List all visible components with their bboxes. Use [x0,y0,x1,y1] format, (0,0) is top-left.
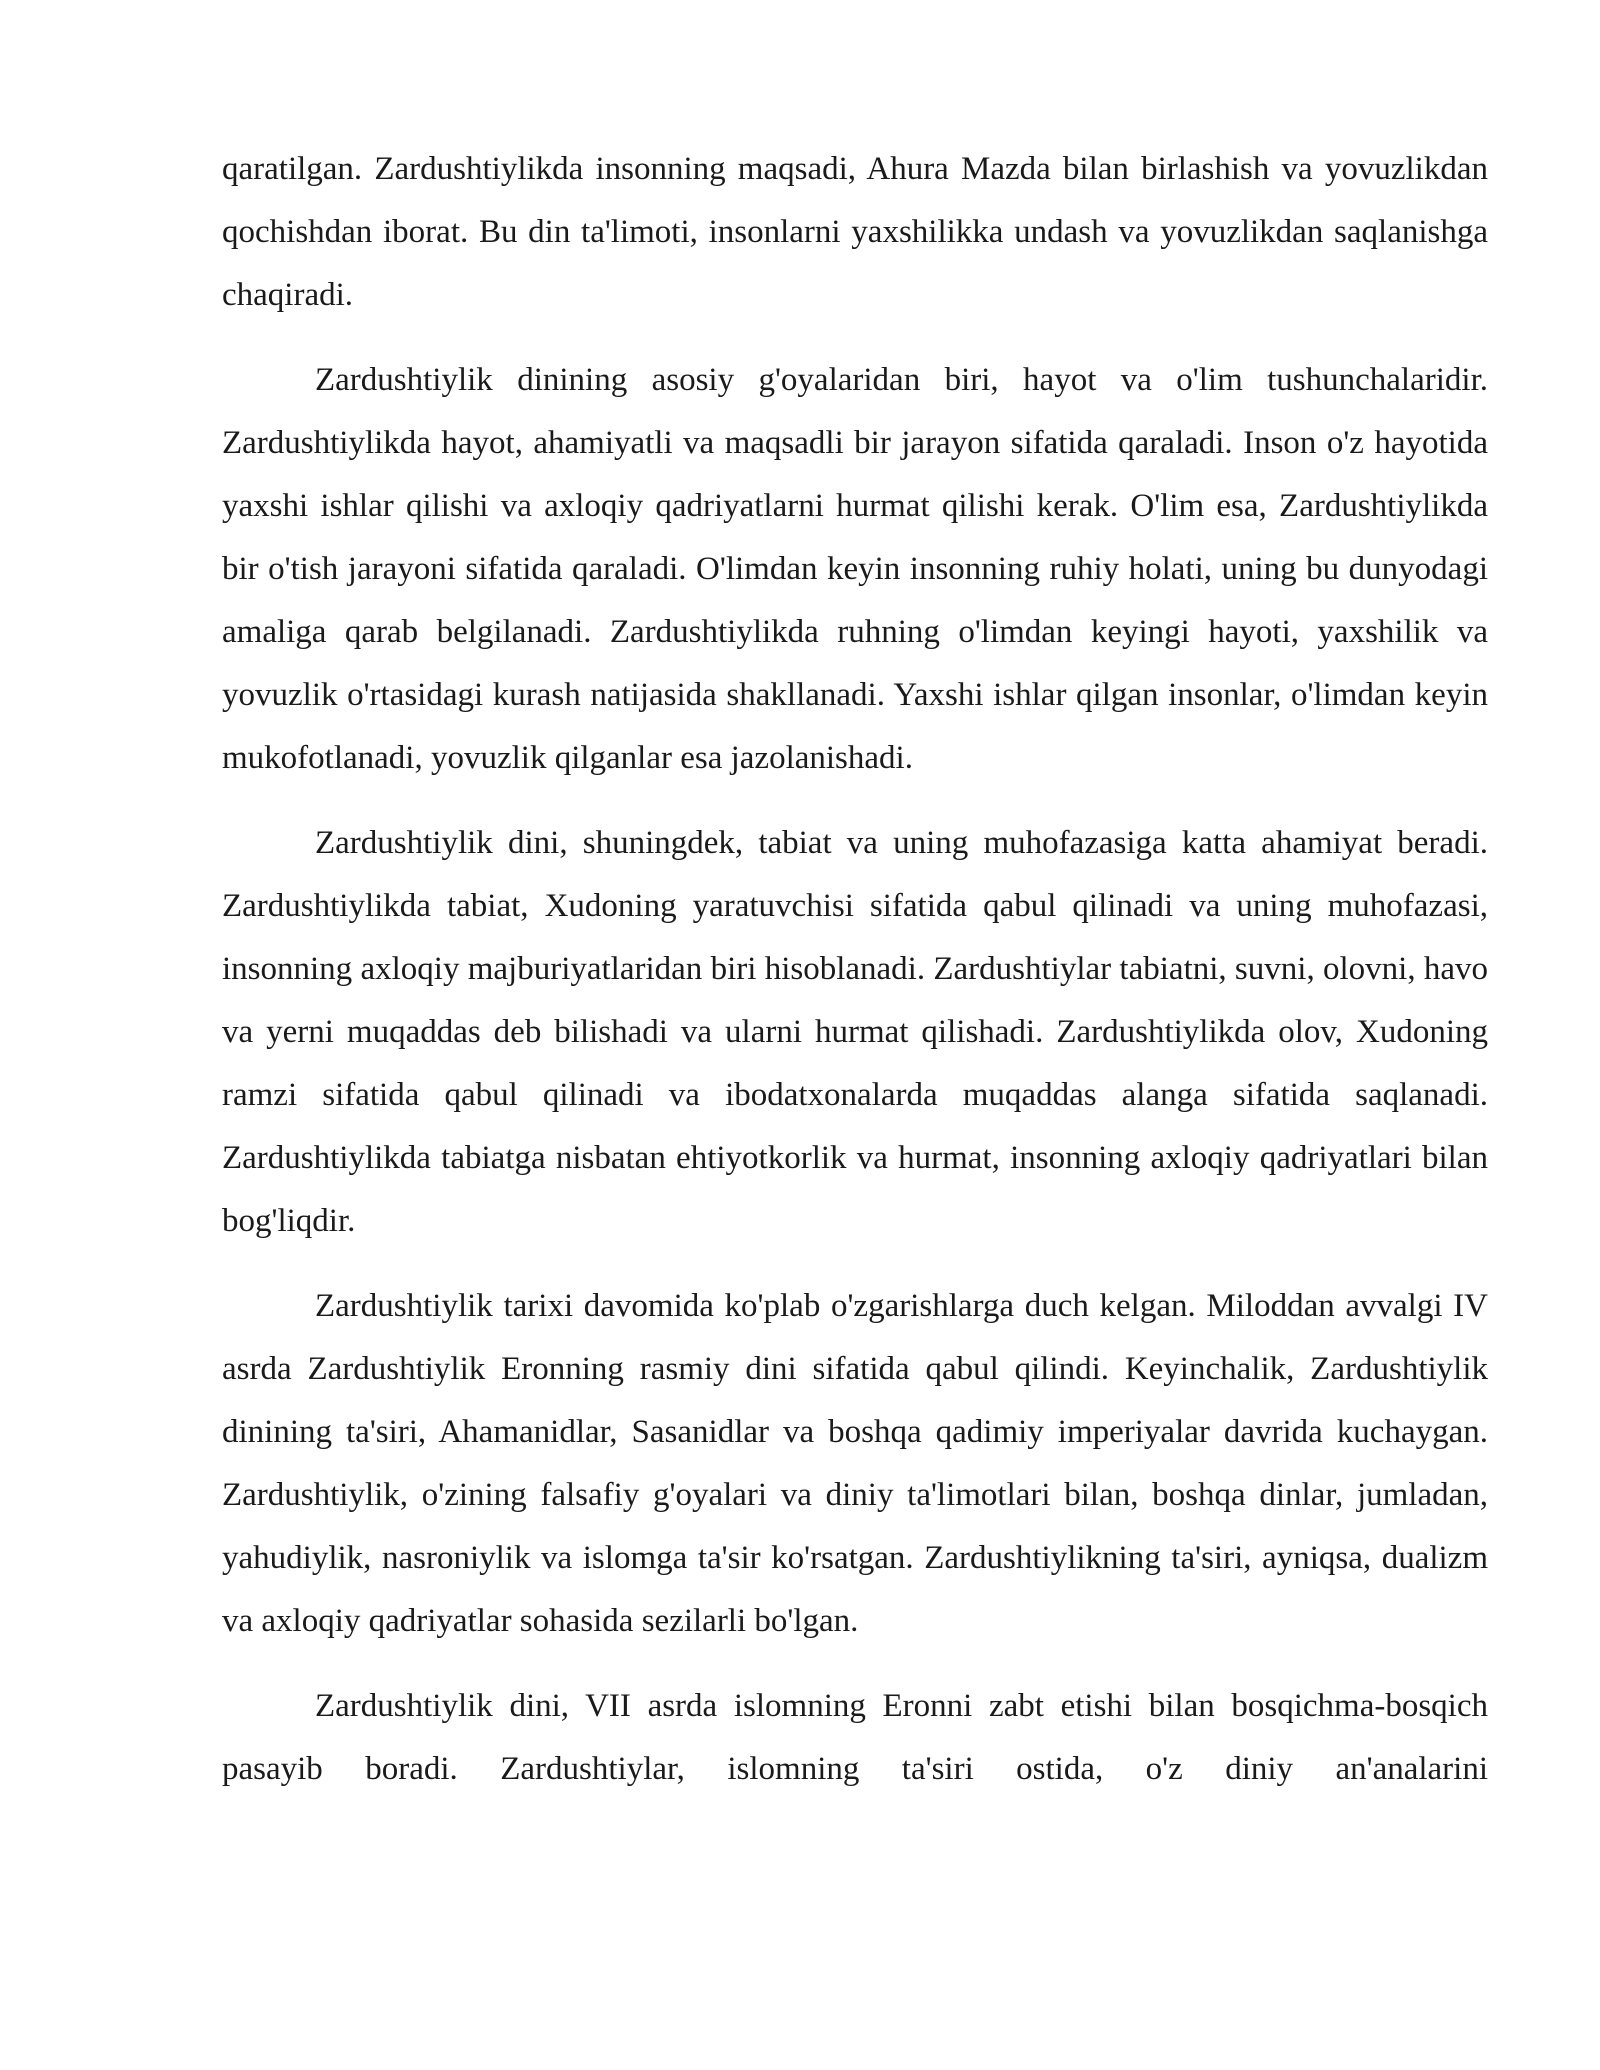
paragraph-history: Zardushtiylik tarixi davomida ko'plab o'zgarishlarga duch kelgan. Miloddan avvalgi IV asrda Zardushtiylik Eronning rasmiy dini sifatida qabul qilindi. Keyinchalik, Zardushtiylik dinining ta'siri, Ahamanidlar, Sasanidlar va boshqa qadimiy imperiyalar davrida kuchaygan. Zardushtiylik, o'zining falsafiy g'oyalari va diniy ta'limotlari bilan, boshqa dinlar, jumladan, yahudiylik, nasroniylik va islomga ta'sir ko'rsatgan. Zardushtiylikning ta'siri, ayniqsa, dualizm va axloqiy qadriyatlar sohasida sezilarli bo'lgan. [222,1288,1488,1639]
paragraph-life-and-death: Zardushtiylik dinining asosiy g'oyalaridan biri, hayot va o'lim tushunchalaridir. Zardushtiylikda hayot, ahamiyatli va maqsadli bir jarayon sifatida qaraladi. Inson o'z hayotida yaxshi ishlar qilishi va axloqiy qadriyatlarni hurmat qilishi kerak. O'lim esa, Zardushtiylikda bir o'tish jarayoni sifatida qaraladi. O'limdan keyin insonning ruhiy holati, uning bu dunyodagi amaliga qarab belgilanadi. Zardushtiylikda ruhning o'limdan keyingi hayoti, yaxshilik va yovuzlik o'rtasidagi kurash natijasida shakllanadi. Yaxshi ishlar qilgan insonlar, o'limdan keyin mukofotlanadi, yovuzlik qilganlar esa jazolanishadi. [222,362,1488,776]
paragraph-decline: Zardushtiylik dini, VII asrda islomning Eronni zabt etishi bilan bosqichma-bosqich pasayib boradi. Zardushtiylar, islomning ta'siri ostida, o'z diniy an'analarini [222,1688,1488,1787]
paragraph-continuation: qaratilgan. Zardushtiylikda insonning maqsadi, Ahura Mazda bilan birlashish va yovuzlikdan qochishdan iborat. Bu din ta'limoti, insonlarni yaxshilikka undash va yovuzlikdan saqlanishga chaqiradi. [222,151,1488,313]
document-page [222,138,1488,1801]
paragraph-nature: Zardushtiylik dini, shuningdek, tabiat va uning muhofazasiga katta ahamiyat beradi. Zardushtiylikda tabiat, Xudoning yaratuvchisi sifatida qabul qilinadi va uning muhofazasi, insonning axloqiy majburiyatlaridan biri hisoblanadi. Zardushtiylar tabiatni, suvni, olovni, havo va yerni muqaddas deb bilishadi va ularni hurmat qilishadi. Zardushtiylikda olov, Xudoning ramzi sifatida qabul qilinadi va ibodatxonalarda muqaddas alanga sifatida saqlanadi. Zardushtiylikda tabiatga nisbatan ehtiyotkorlik va hurmat, insonning axloqiy qadriyatlari bilan bog'liqdir. [222,825,1488,1239]
